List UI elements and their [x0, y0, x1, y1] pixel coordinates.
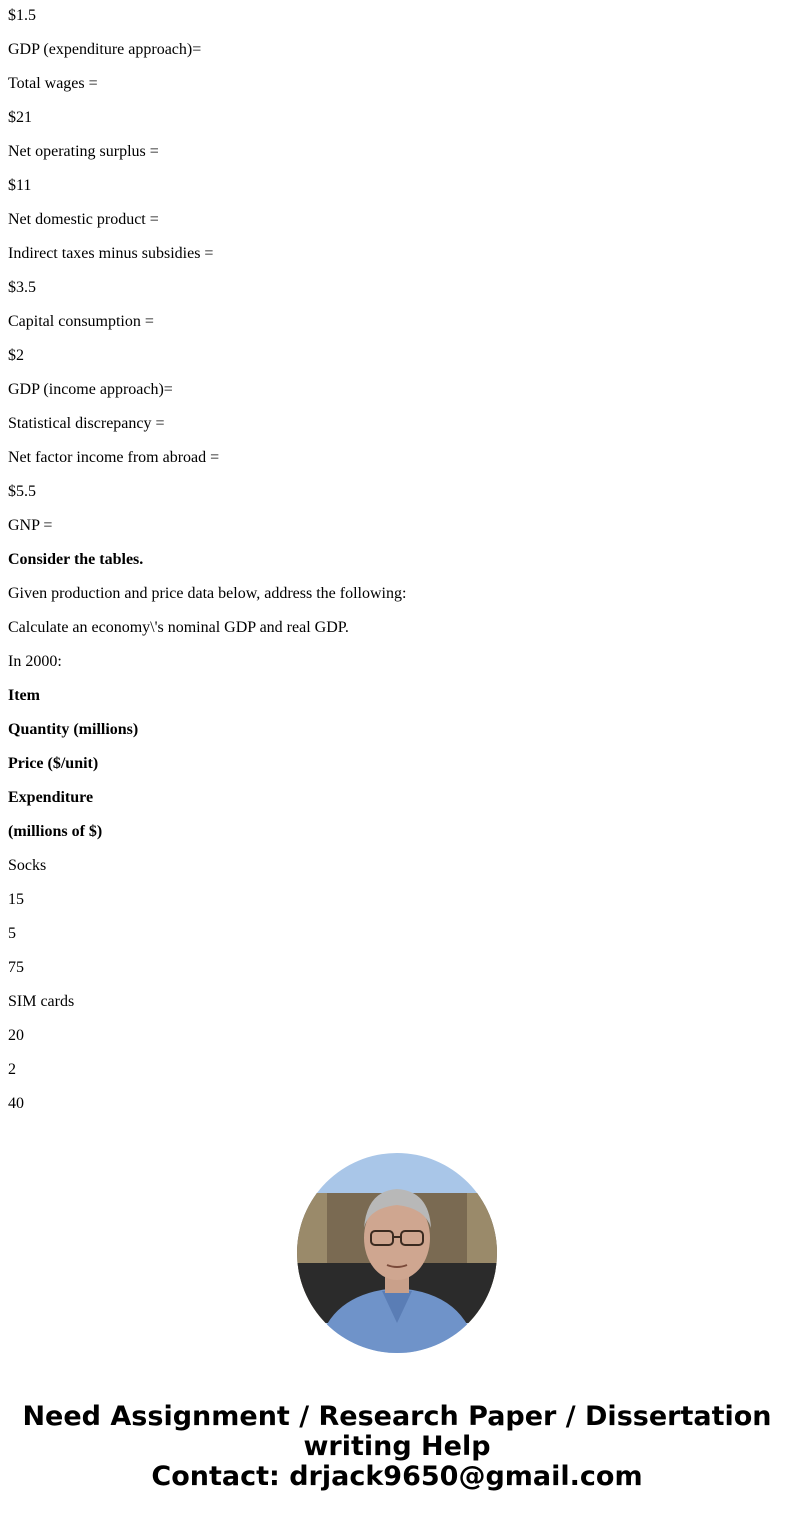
- text-line: Quantity (millions): [8, 721, 139, 738]
- contact-banner: [0, 1402, 794, 1492]
- text-line: Net domestic product =: [8, 211, 159, 228]
- text-line: GDP (income approach)=: [8, 381, 173, 398]
- text-line: GNP =: [8, 517, 53, 534]
- footer-contact: Contact: drjack9650@gmail.com: [151, 1461, 643, 1492]
- text-line: Socks: [8, 857, 47, 874]
- text-line: 20: [8, 1027, 24, 1044]
- text-line: Statistical discrepancy =: [8, 415, 165, 432]
- text-line: 2: [8, 1061, 16, 1078]
- text-line: $11: [8, 177, 32, 194]
- text-line: $5.5: [8, 483, 36, 500]
- text-line: In 2000:: [8, 653, 62, 670]
- text-line: 40: [8, 1095, 24, 1112]
- footer-line-2: writing Help: [303, 1431, 491, 1462]
- text-line: Net operating surplus =: [8, 143, 159, 160]
- text-line: Calculate an economy\'s nominal GDP and real GDP.: [8, 619, 349, 636]
- text-line: SIM cards: [8, 993, 75, 1010]
- text-line: Item: [8, 687, 40, 704]
- text-line: Consider the tables.: [8, 551, 144, 568]
- text-line: Price ($/unit): [8, 755, 99, 772]
- author-photo: [297, 1153, 497, 1353]
- text-line: Given production and price data below, address the following:: [8, 585, 407, 602]
- text-line: $2: [8, 347, 24, 364]
- text-line: 75: [8, 959, 24, 976]
- text-line: GDP (expenditure approach)=: [8, 41, 202, 58]
- text-line: $3.5: [8, 279, 36, 296]
- text-line: (millions of $): [8, 823, 103, 840]
- text-line: $21: [8, 109, 32, 126]
- footer-line-1: Need Assignment / Research Paper / Dissertation: [22, 1401, 772, 1432]
- document-body: [8, 0, 786, 1122]
- text-line: $1.5: [8, 7, 36, 24]
- text-line: 5: [8, 925, 16, 942]
- portrait-illustration: [297, 1153, 497, 1353]
- text-line: Capital consumption =: [8, 313, 154, 330]
- text-line: Total wages =: [8, 75, 98, 92]
- text-line: Indirect taxes minus subsidies =: [8, 245, 214, 262]
- text-line: Expenditure: [8, 789, 94, 806]
- text-line: Net factor income from abroad =: [8, 449, 220, 466]
- text-line: 15: [8, 891, 24, 908]
